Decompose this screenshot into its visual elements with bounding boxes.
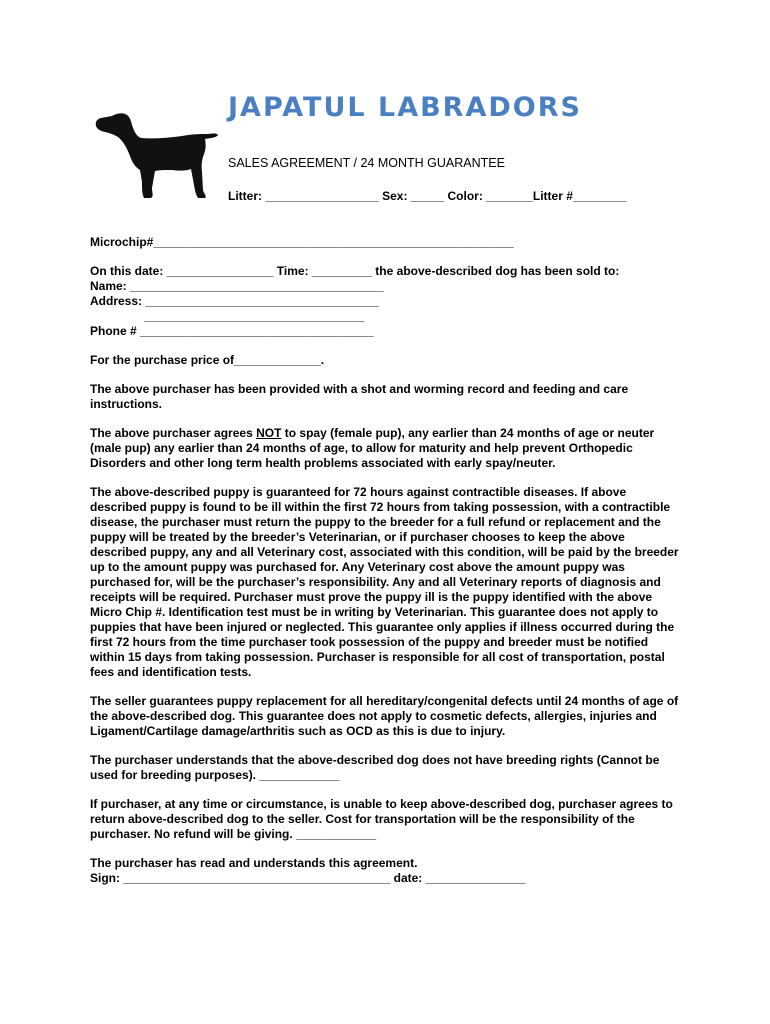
litter-info-line: Litter: _________________ Sex: _____ Color: _______Litter #________ bbox=[228, 189, 627, 203]
signature-date-line: Sign: ________________________________________ date: _______________ bbox=[90, 871, 526, 885]
buyer-block bbox=[90, 264, 680, 339]
acknowledgement-line: The purchaser has read and understands this agreement. bbox=[90, 856, 418, 870]
spay-neuter-paragraph bbox=[90, 426, 680, 471]
shots-paragraph: The above purchaser has been provided with a shot and worming record and feeding and care instructions. bbox=[90, 382, 629, 411]
labrador-silhouette-icon bbox=[92, 112, 220, 202]
purchase-price-line: For the purchase price of_____________. bbox=[90, 353, 325, 367]
spay-text-start: The above purchaser agrees bbox=[90, 426, 257, 440]
not-emphasis: NOT bbox=[256, 426, 282, 440]
agreement-subtitle: SALES AGREEMENT / 24 MONTH GUARANTEE bbox=[228, 156, 505, 170]
breeding-rights-paragraph: The purchaser understands that the above-described dog does not have breeding rights (Cannot be used for breeding purposes). ____________ bbox=[90, 753, 660, 782]
hereditary-guarantee-paragraph: The seller guarantees puppy replacement for all hereditary/congenital defects until 24 months of age of the above-described dog. This guarantee does not apply to cosmetic defects, allergies, injuries and Ligament/Cartilage damage/arthritis such as OCD as this is due to injury. bbox=[90, 694, 679, 738]
return-policy-paragraph: If purchaser, at any time or circumstance, is unable to keep above-described dog, purchaser agrees to return above-described dog to the seller. Cost for transportation will be the responsibility of the purchaser. No refund will be giving. ____________ bbox=[90, 797, 673, 841]
agreement-body bbox=[90, 235, 680, 886]
signature-block bbox=[90, 856, 680, 886]
document-title: JAPATUL LABRADORS bbox=[228, 92, 582, 123]
name-line: Name: ______________________________________ bbox=[90, 279, 384, 293]
address-line: Address: ___________________________________ bbox=[90, 294, 379, 308]
phone-line: Phone # ___________________________________ bbox=[90, 324, 374, 338]
health-guarantee-paragraph: The above-described puppy is guaranteed for 72 hours against contractible diseases. If above described puppy is found to be ill within the first 72 hours from taking possession, with a contractible disease, the purchaser must return the puppy to the breeder for a full refund or replacement and the puppy will be treated by the breeder’s Veterinarian, or if purchaser chooses to keep the above described puppy, any and all Veterinary cost, associated with this condition, will be paid by the breeder up to the amount puppy was purchased for. Any Veterinary cost above the amount puppy was purchased for, will be the purchaser’s responsibility. Any and all Veterinary reports of diagnosis and receipts will be required. Purchaser must prove the puppy ill is the puppy identified with the above Micro Chip #. Identification test must be in writing by Veterinarian. This guarantee does not apply to puppies that have been injured or neglected. This guarantee only applies if illness occurred during the first 72 hours from the time purchaser took possession of the puppy and breeder must be notified within 15 days from taking possession. Purchaser is responsible for all cost of transportation, postal fees and identification tests. bbox=[90, 485, 679, 679]
microchip-line: Microchip#______________________________________________________ bbox=[90, 235, 514, 249]
sale-date-line: On this date: ________________ Time: _________ the above-described dog has been sold to: bbox=[90, 264, 620, 278]
address-line-2: _________________________________ bbox=[144, 309, 365, 323]
spay-text-end: to spay (female pup), any earlier than 24 months of age or neuter (male pup) any earlier than 24 months of age, to allow for maturity and help prevent Orthopedic Disorders and other long term health problems associated with early spay/neuter. bbox=[90, 426, 655, 470]
